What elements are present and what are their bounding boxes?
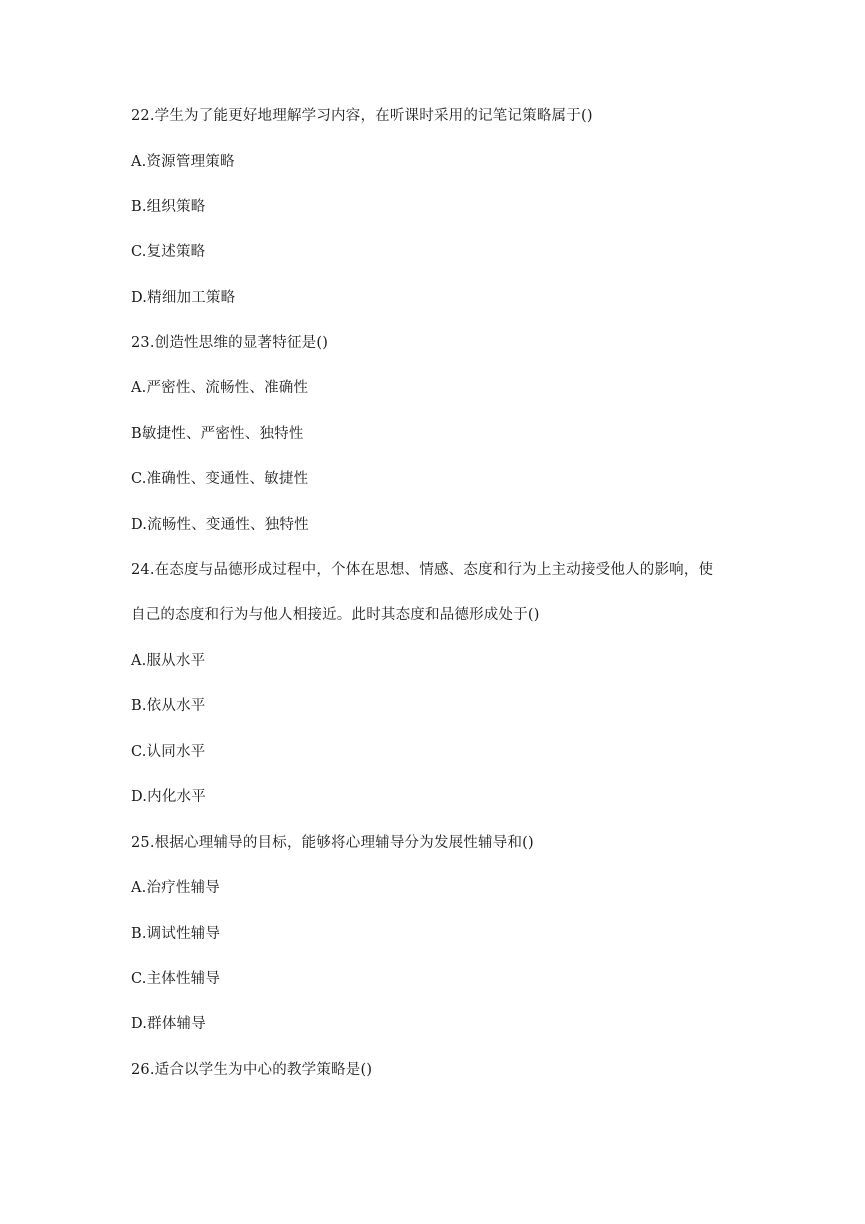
question-24-stem-line-2: 自己的态度和行为与他人相接近。此时其态度和品德形成处于() xyxy=(131,607,540,623)
question-26-stem: 26.适合以学生为中心的教学策略是() xyxy=(131,1062,373,1078)
question-25-option-b: B.调试性辅导 xyxy=(131,926,221,942)
question-23-option-b: B敏捷性、严密性、独特性 xyxy=(131,426,304,442)
question-23-stem: 23.创造性思维的显著特征是() xyxy=(131,335,329,351)
question-25-option-a: A.治疗性辅导 xyxy=(131,880,220,896)
question-25-stem: 25.根据心理辅导的目标，能够将心理辅导分为发展性辅导和() xyxy=(131,835,534,851)
question-25-option-c: C.主体性辅导 xyxy=(131,971,221,987)
question-22-option-b: B.组织策略 xyxy=(131,199,206,215)
question-24-option-a: A.服从水平 xyxy=(131,653,206,669)
question-25-option-d: D.群体辅导 xyxy=(131,1016,206,1032)
question-22-option-d: D.精细加工策略 xyxy=(131,290,236,306)
question-22-stem: 22.学生为了能更好地理解学习内容，在听课时采用的记笔记策略属于() xyxy=(131,108,593,124)
question-22-option-c: C.复述策略 xyxy=(131,244,206,260)
question-24-option-d: D.内化水平 xyxy=(131,789,206,805)
question-22-option-a: A.资源管理策略 xyxy=(131,154,235,170)
question-23-option-d: D.流畅性、变通性、独特性 xyxy=(131,517,309,533)
question-23-option-a: A.严密性、流畅性、准确性 xyxy=(131,380,309,396)
question-24-option-b: B.依从水平 xyxy=(131,698,206,714)
question-24-option-c: C.认同水平 xyxy=(131,744,206,760)
question-23-option-c: C.准确性、变通性、敏捷性 xyxy=(131,471,309,487)
question-24-stem-line-1: 24.在态度与品德形成过程中，个体在思想、情感、态度和行为上主动接受他人的影响，使 xyxy=(131,562,714,578)
